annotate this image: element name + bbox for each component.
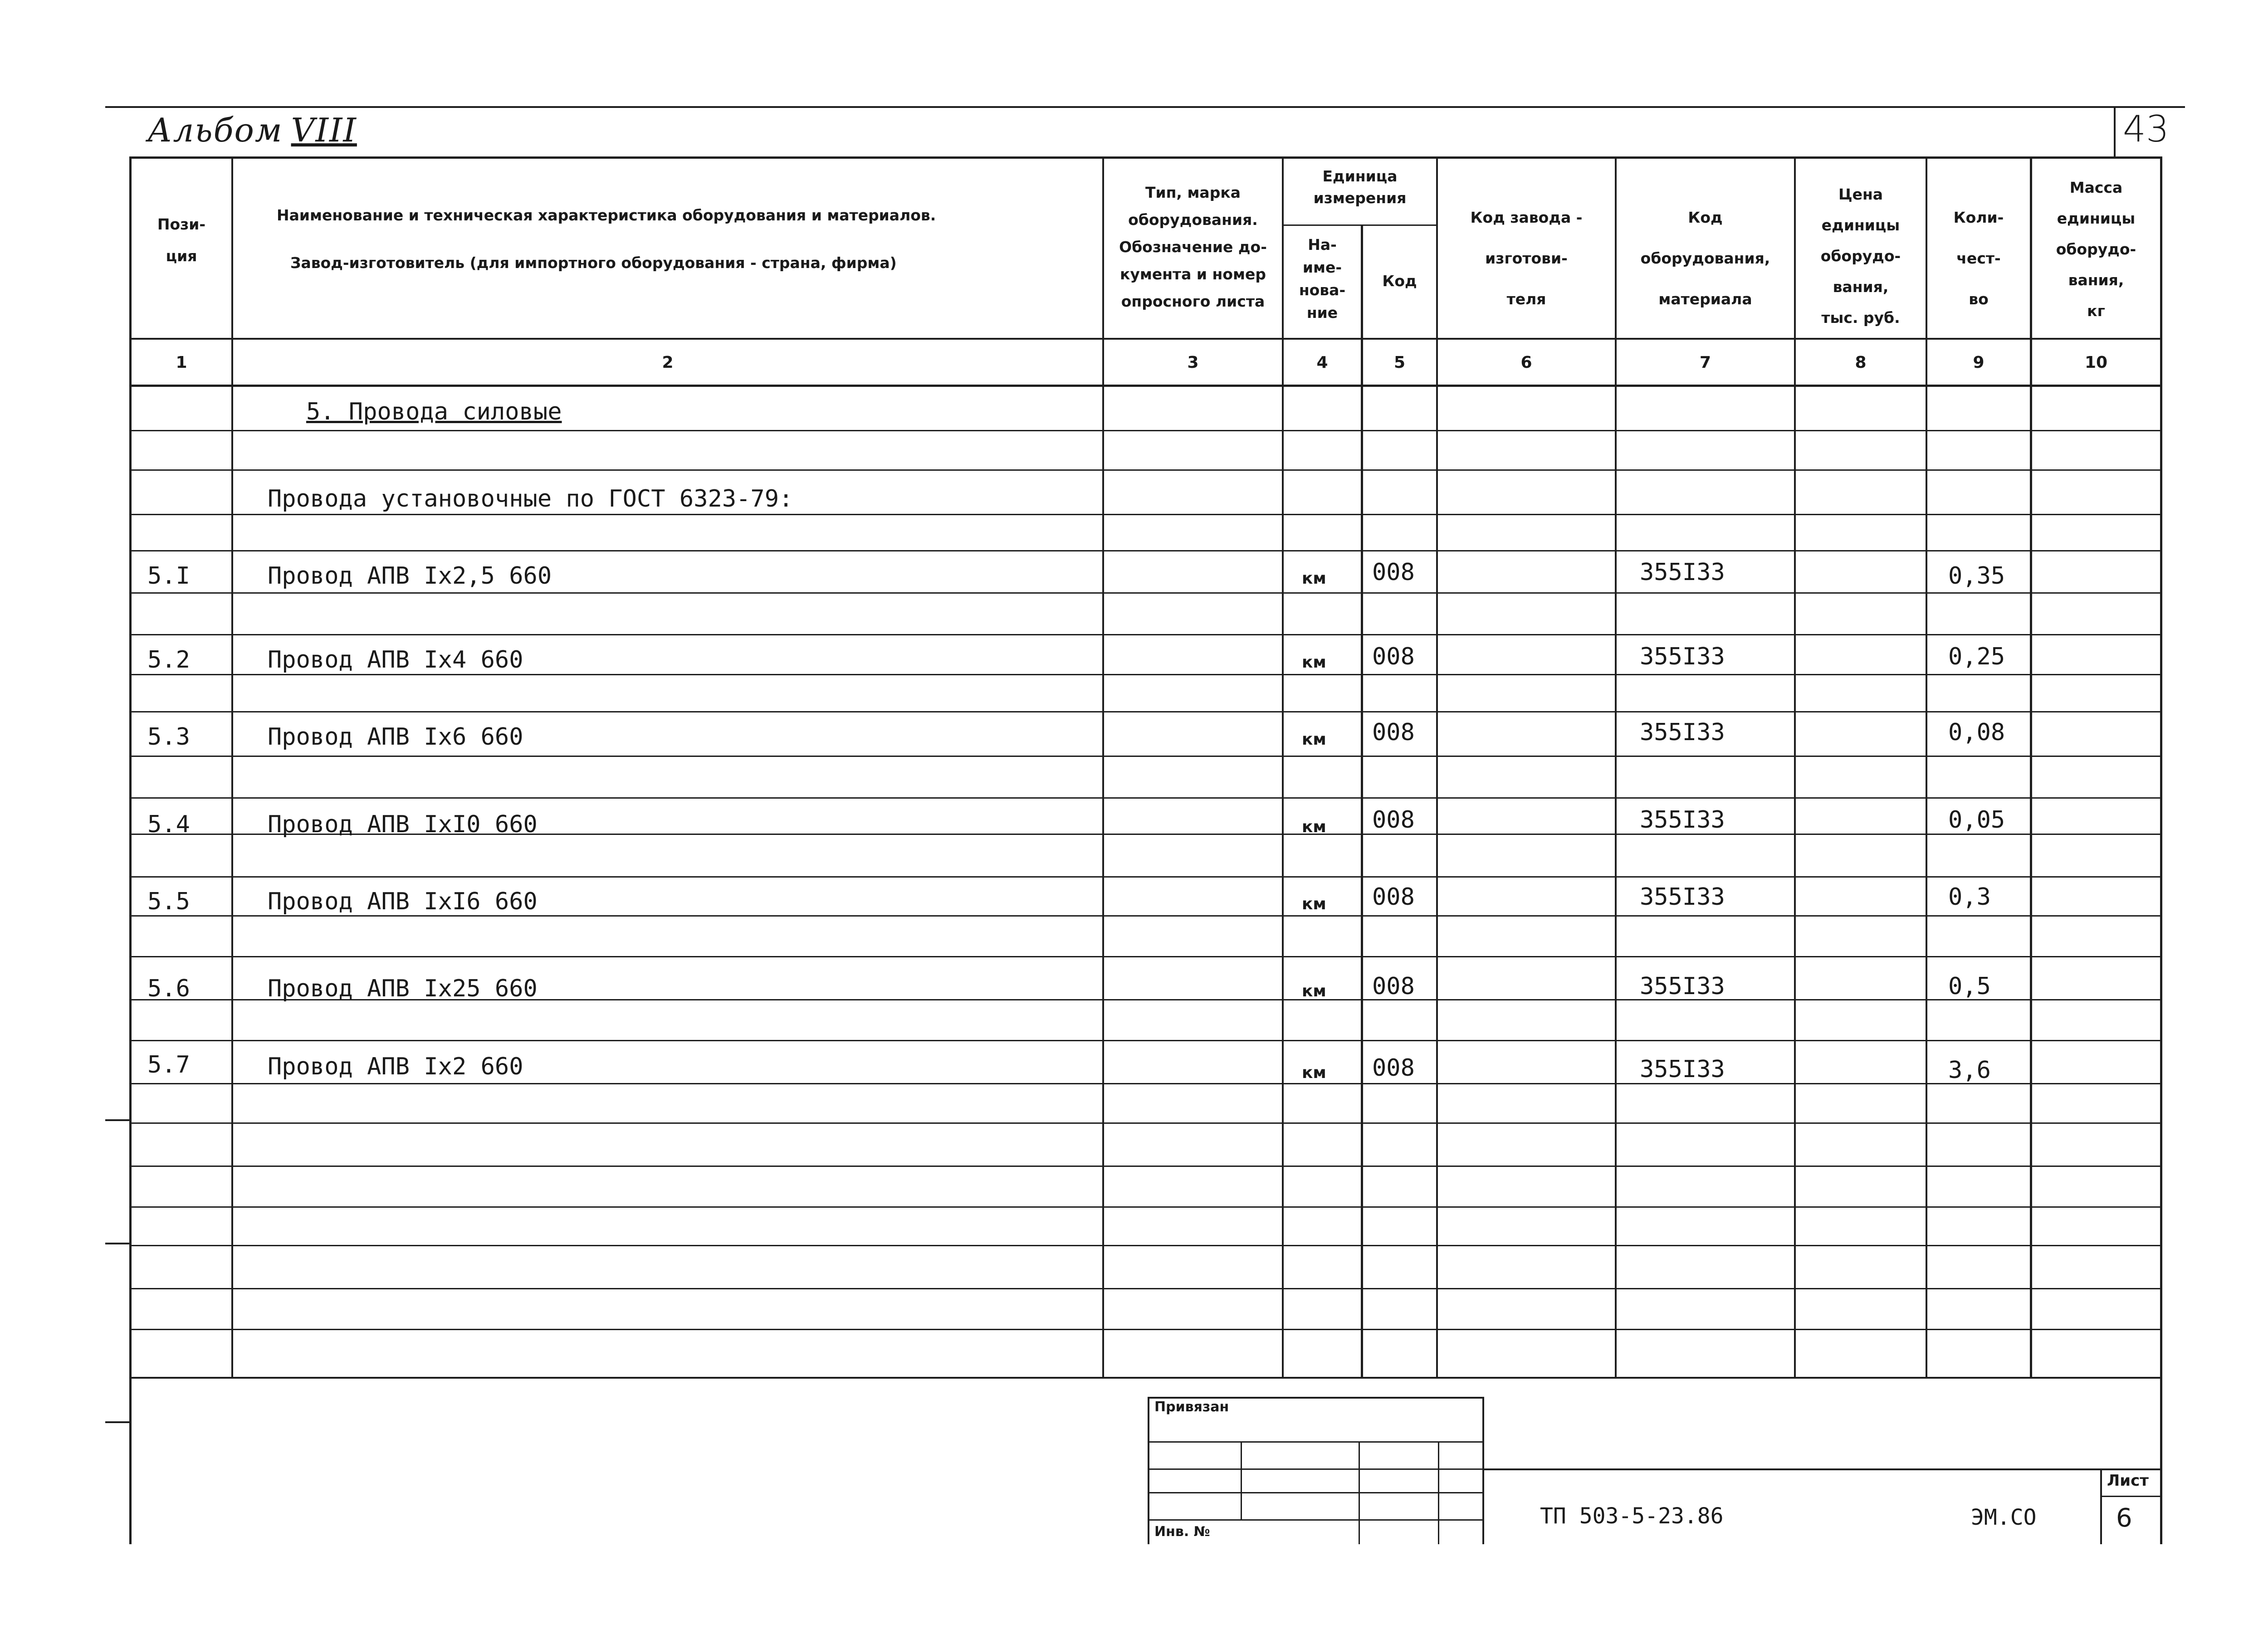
colnum-1: 1 bbox=[176, 353, 187, 372]
item-qty: 0,08 bbox=[1948, 719, 2005, 746]
item-name: Провод АПВ IхI6 660 bbox=[268, 888, 538, 915]
top-border bbox=[105, 106, 2185, 108]
header-factory-code: Код завода - изготови- теля bbox=[1470, 209, 1583, 308]
item-unit-code: 008 bbox=[1372, 1054, 1415, 1082]
header-unit-code: Код bbox=[1382, 272, 1417, 290]
sheet-label: Лист bbox=[2107, 1472, 2149, 1490]
item-code: 355I33 bbox=[1640, 559, 1725, 586]
item-qty: 0,35 bbox=[1948, 562, 2005, 590]
album-title bbox=[147, 111, 357, 149]
album-label: Альбом bbox=[147, 111, 283, 149]
item-code: 355I33 bbox=[1640, 643, 1725, 670]
item-name: Провод АПВ Iх4 660 bbox=[268, 646, 523, 673]
corner-divider bbox=[2114, 108, 2116, 158]
item-unit: км bbox=[1302, 569, 1326, 588]
colnum-7: 7 bbox=[1699, 353, 1711, 372]
header-unit-group: Единица измерения bbox=[1313, 167, 1407, 207]
item-unit-code: 008 bbox=[1372, 883, 1415, 911]
item-pos: 5.I bbox=[147, 562, 190, 590]
item-code: 355I33 bbox=[1640, 806, 1725, 834]
item-name: Провод АПВ Iх2,5 660 bbox=[268, 562, 552, 590]
album-number: VIII bbox=[291, 111, 357, 149]
colnum-9: 9 bbox=[1973, 353, 1984, 372]
item-pos: 5.6 bbox=[147, 975, 190, 1002]
item-qty: 0,25 bbox=[1948, 643, 2005, 670]
item-name: Провод АПВ Iх2 660 bbox=[268, 1053, 523, 1080]
colnum-5: 5 bbox=[1393, 353, 1406, 372]
colnum-3: 3 bbox=[1187, 353, 1199, 372]
header-pos: Пози- ция bbox=[157, 215, 206, 265]
corner-page-number: 43 bbox=[2123, 108, 2169, 150]
item-code: 355I33 bbox=[1640, 719, 1725, 746]
item-pos: 5.2 bbox=[147, 646, 190, 673]
item-unit: км bbox=[1302, 818, 1326, 836]
item-qty: 0,3 bbox=[1948, 883, 1991, 911]
header-name-line1: Наименование и техническая характеристика оборудования и материалов. bbox=[277, 206, 936, 224]
item-unit: км bbox=[1302, 982, 1326, 1000]
header-mass: Масса единицы оборудо- вания, кг bbox=[2056, 179, 2136, 320]
colnum-8: 8 bbox=[1855, 353, 1867, 372]
item-unit: км bbox=[1302, 1063, 1326, 1082]
item-name: Провод АПВ Iх6 660 bbox=[268, 723, 523, 751]
item-code: 355I33 bbox=[1640, 883, 1725, 911]
item-code: 355I33 bbox=[1640, 973, 1725, 1000]
header-equip-code: Код оборудования, материала bbox=[1640, 209, 1770, 308]
item-unit: км bbox=[1302, 895, 1326, 913]
inv-label: Инв. № bbox=[1154, 1524, 1210, 1540]
item-code: 355I33 bbox=[1640, 1056, 1725, 1083]
section-title: 5. Провода силовые bbox=[306, 398, 562, 425]
item-name: Провод АПВ Iх25 660 bbox=[268, 975, 538, 1002]
item-pos: 5.5 bbox=[147, 888, 190, 915]
item-pos: 5.3 bbox=[147, 723, 190, 751]
group-title: Провода установочные по ГОСТ 6323-79: bbox=[268, 485, 793, 512]
header-type: Тип, марка оборудования. Обозначение до- кумента и номер опросного листа bbox=[1119, 184, 1267, 310]
item-unit-code: 008 bbox=[1372, 559, 1415, 586]
item-qty: 0,5 bbox=[1948, 973, 1991, 1000]
bound-label: Привязан bbox=[1154, 1399, 1229, 1415]
item-qty: 3,6 bbox=[1948, 1057, 1991, 1084]
header-unit-name: На- име- нова- ние bbox=[1299, 236, 1346, 322]
colnum-2: 2 bbox=[662, 353, 674, 372]
item-qty: 0,05 bbox=[1948, 806, 2005, 834]
item-unit: км bbox=[1302, 730, 1326, 749]
colnum-10: 10 bbox=[2084, 353, 2108, 372]
header-qty: Коли- чест- во bbox=[1953, 209, 2004, 308]
sheet-number: 6 bbox=[2116, 1503, 2132, 1533]
doc-suffix: ЭМ.СО bbox=[1971, 1505, 2037, 1530]
header-price: Цена единицы оборудо- вания, тыс. руб. bbox=[1820, 185, 1901, 327]
item-unit-code: 008 bbox=[1372, 719, 1415, 746]
item-unit: км bbox=[1302, 653, 1326, 672]
item-unit-code: 008 bbox=[1372, 806, 1415, 834]
header-name-line2: Завод-изготовитель (для импортного оборудования - страна, фирма) bbox=[290, 254, 897, 272]
item-unit-code: 008 bbox=[1372, 973, 1415, 1000]
colnum-4: 4 bbox=[1316, 353, 1328, 372]
item-pos: 5.4 bbox=[147, 811, 190, 838]
colnum-6: 6 bbox=[1520, 353, 1532, 372]
item-unit-code: 008 bbox=[1372, 643, 1415, 670]
doc-code: ТП 503-5-23.86 bbox=[1540, 1503, 1724, 1529]
item-name: Провод АПВ IхI0 660 bbox=[268, 811, 538, 838]
item-pos: 5.7 bbox=[147, 1051, 190, 1078]
